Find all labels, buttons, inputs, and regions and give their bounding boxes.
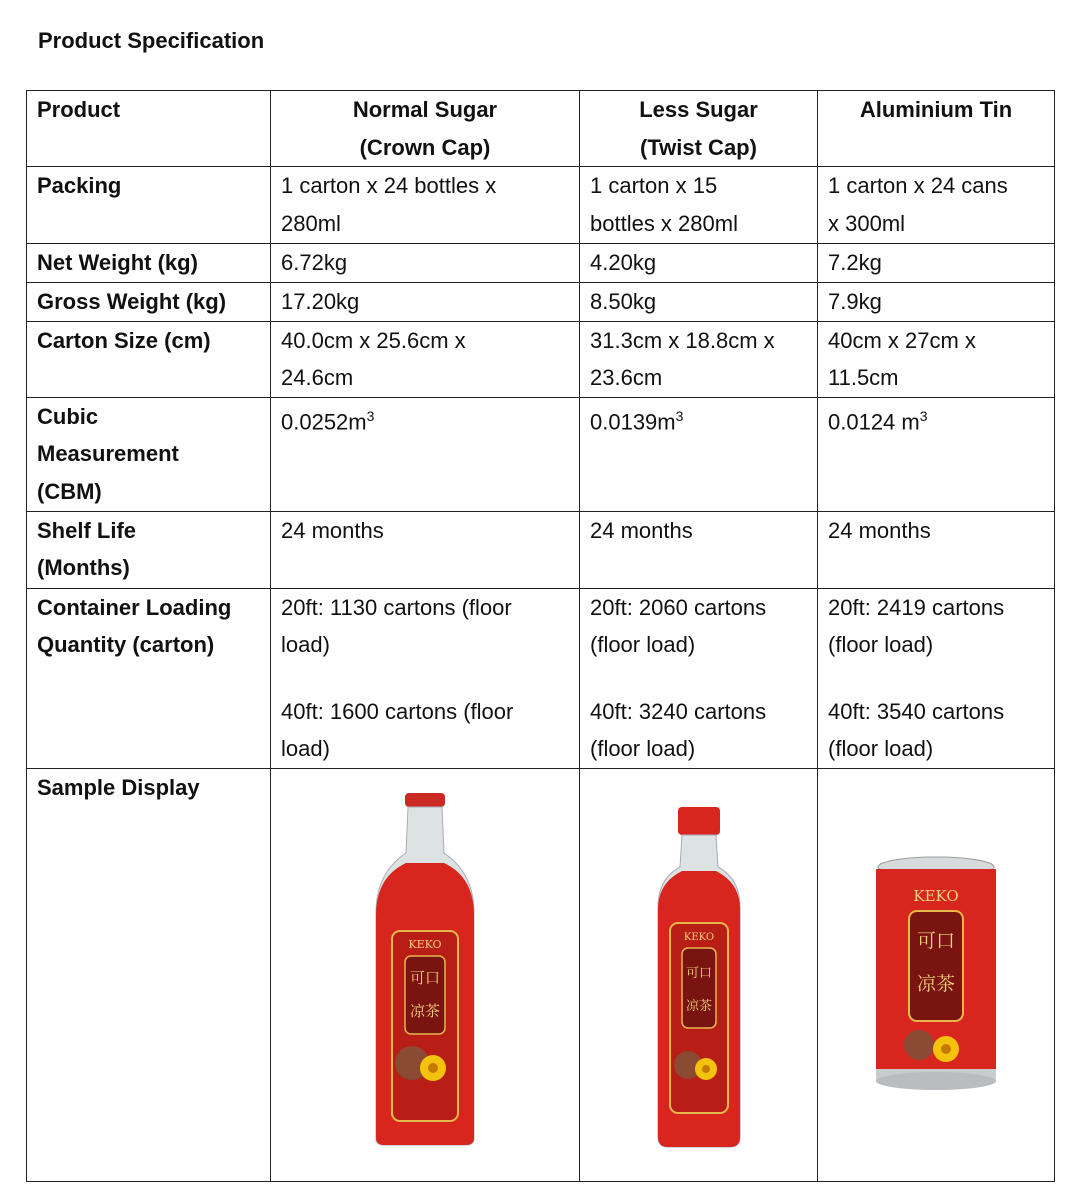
crown-cap-bottle-image: [370, 793, 480, 1148]
label-shelf-life: Shelf Life (Months): [27, 511, 271, 588]
sample-tin: [818, 768, 1055, 1181]
keko-logo-text: KEKO: [408, 937, 442, 951]
svg-text:KEKO: KEKO: [913, 886, 959, 905]
label-net-weight: Net Weight (kg): [27, 244, 271, 283]
svg-text:可口: 可口: [685, 965, 712, 981]
label-sample-display: Sample Display: [27, 768, 271, 1181]
gross-less: 8.50kg: [580, 283, 818, 322]
brand-chinese-2: 凉茶: [409, 1001, 441, 1020]
gross-tin: 7.9kg: [818, 283, 1055, 322]
carton-normal: 40.0cm x 25.6cm x 24.6cm: [271, 321, 580, 397]
container-normal: 20ft: 1130 cartons (floor load) 40ft: 1600 cartons (floor load): [271, 588, 580, 768]
svg-text:凉茶: 凉茶: [685, 998, 712, 1014]
row-shelf-life: [27, 511, 1055, 588]
shelf-less: 24 months: [580, 511, 818, 588]
svg-text:凉茶: 凉茶: [916, 972, 956, 995]
carton-tin: 40cm x 27cm x 11.5cm: [818, 321, 1055, 397]
label-container-loading: Container Loading Quantity (carton): [27, 588, 271, 768]
label-gross-weight: Gross Weight (kg): [27, 283, 271, 322]
header-aluminium-tin: Aluminium Tin: [818, 91, 1055, 167]
row-packing: [27, 167, 1055, 244]
packing-tin: 1 carton x 24 cans x 300ml: [818, 167, 1055, 244]
cbm-less: $0.0139m^3$: [580, 397, 818, 511]
net-normal: 6.72kg: [271, 244, 580, 283]
twist-cap-bottle-image: [654, 807, 744, 1152]
label-carton-size: Carton Size (cm): [27, 321, 271, 397]
row-carton-size: [27, 321, 1055, 397]
row-container-loading: [27, 588, 1055, 768]
svg-text:KEKO: KEKO: [683, 931, 714, 943]
cbm-tin: 0.0124 $m^3$: [818, 397, 1055, 511]
row-sample-display: [27, 768, 1055, 1181]
container-tin: 20ft: 2419 cartons (floor load) 40ft: 3540 cartons (floor load): [818, 588, 1055, 768]
header-product: Product: [27, 91, 271, 167]
label-cbm: Cubic Measurement (CBM): [27, 397, 271, 511]
label-packing: Packing: [27, 167, 271, 244]
cbm-normal: $0.0252m^3$: [271, 397, 580, 511]
row-cbm: [27, 397, 1055, 511]
packing-less: 1 carton x 15 bottles x 280ml: [580, 167, 818, 244]
shelf-normal: 24 months: [271, 511, 580, 588]
aluminium-can-image: [871, 855, 1001, 1095]
header-row: [27, 91, 1055, 167]
packing-normal: 1 carton x 24 bottles x 280ml: [271, 167, 580, 244]
sample-less: [580, 768, 818, 1181]
carton-less: 31.3cm x 18.8cm x 23.6cm: [580, 321, 818, 397]
page-title: Product Specification: [38, 28, 265, 53]
brand-chinese-1: 可口: [409, 968, 441, 987]
gross-normal: 17.20kg: [271, 283, 580, 322]
spec-table: [26, 90, 1055, 1182]
shelf-tin: 24 months: [818, 511, 1055, 588]
svg-text:可口: 可口: [916, 929, 956, 952]
header-normal-sugar: Normal Sugar (Crown Cap): [271, 91, 580, 167]
row-gross-weight: [27, 283, 1055, 322]
sample-normal: [271, 768, 580, 1181]
container-less: 20ft: 2060 cartons (floor load) 40ft: 3240 cartons (floor load): [580, 588, 818, 768]
row-net-weight: [27, 244, 1055, 283]
header-less-sugar: Less Sugar (Twist Cap): [580, 91, 818, 167]
net-tin: 7.2kg: [818, 244, 1055, 283]
net-less: 4.20kg: [580, 244, 818, 283]
